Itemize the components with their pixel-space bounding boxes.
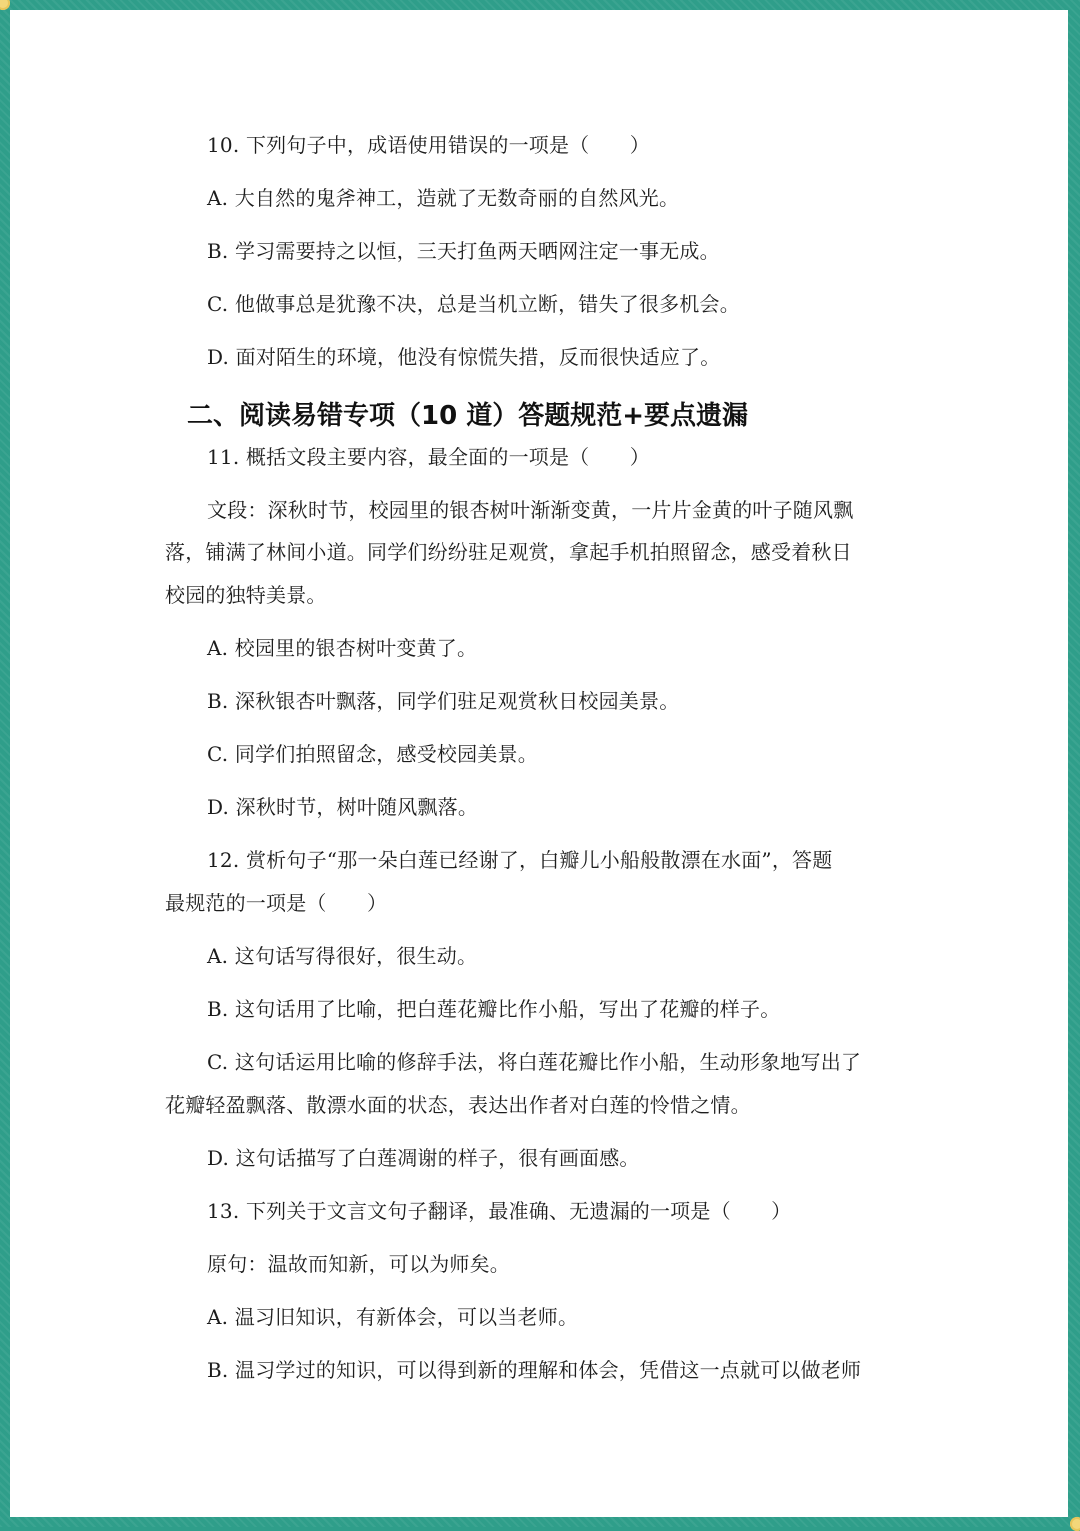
question-12-stem: 最规范的一项是（ ） bbox=[165, 891, 388, 915]
question-12-stem: 12. 赏析句子“那一朵白莲已经谢了，白瓣儿小船般散漂在水面”，答题 bbox=[207, 848, 833, 872]
question-13-option-a: A. 温习旧知识，有新体会，可以当老师。 bbox=[207, 1305, 579, 1329]
question-12-option-b: B. 这句话用了比喻，把白莲花瓣比作小船，写出了花瓣的样子。 bbox=[207, 997, 781, 1021]
section-heading: 二、阅读易错专项（10 道）答题规范+要点遗漏 bbox=[187, 401, 749, 431]
question-11-passage: 文段：深秋时节，校园里的银杏树叶渐渐变黄，一片片金黄的叶子随风飘 bbox=[207, 498, 854, 522]
question-11-option-d: D. 深秋时节，树叶随风飘落。 bbox=[207, 795, 479, 819]
question-11-option-b: B. 深秋银杏叶飘落，同学们驻足观赏秋日校园美景。 bbox=[207, 689, 680, 713]
corner-ornament bbox=[0, 0, 10, 10]
question-12-option-c: 花瓣轻盈飘落、散漂水面的状态，表达出作者对白莲的怜惜之情。 bbox=[165, 1093, 751, 1117]
question-10-stem: 10. 下列句子中，成语使用错误的一项是（ ） bbox=[207, 133, 650, 157]
question-11-option-a: A. 校园里的银杏树叶变黄了。 bbox=[207, 636, 478, 660]
worksheet-page bbox=[10, 10, 1068, 1517]
question-11-passage: 校园的独特美景。 bbox=[165, 583, 327, 607]
question-13-original-sentence: 原句：温故而知新，可以为师矣。 bbox=[207, 1252, 510, 1276]
question-10-option-b: B. 学习需要持之以恒，三天打鱼两天晒网注定一事无成。 bbox=[207, 239, 720, 263]
question-11-stem: 11. 概括文段主要内容，最全面的一项是（ ） bbox=[207, 445, 650, 469]
question-13-stem: 13. 下列关于文言文句子翻译，最准确、无遗漏的一项是（ ） bbox=[207, 1199, 792, 1223]
corner-ornament bbox=[1070, 1517, 1080, 1531]
question-10-option-d: D. 面对陌生的环境，他没有惊慌失措，反而很快适应了。 bbox=[207, 345, 721, 369]
question-11-passage: 落，铺满了林间小道。同学们纷纷驻足观赏，拿起手机拍照留念，感受着秋日 bbox=[165, 540, 852, 564]
question-12-option-d: D. 这句话描写了白莲凋谢的样子，很有画面感。 bbox=[207, 1146, 640, 1170]
question-11-option-c: C. 同学们拍照留念，感受校园美景。 bbox=[207, 742, 538, 766]
question-12-option-c: C. 这句话运用比喻的修辞手法，将白莲花瓣比作小船，生动形象地写出了 bbox=[207, 1050, 862, 1074]
question-12-option-a: A. 这句话写得很好，很生动。 bbox=[207, 944, 478, 968]
question-10-option-c: C. 他做事总是犹豫不决，总是当机立断，错失了很多机会。 bbox=[207, 292, 740, 316]
question-13-option-b: B. 温习学过的知识，可以得到新的理解和体会，凭借这一点就可以做老师 bbox=[207, 1358, 862, 1382]
question-10-option-a: A. 大自然的鬼斧神工，造就了无数奇丽的自然风光。 bbox=[207, 186, 680, 210]
